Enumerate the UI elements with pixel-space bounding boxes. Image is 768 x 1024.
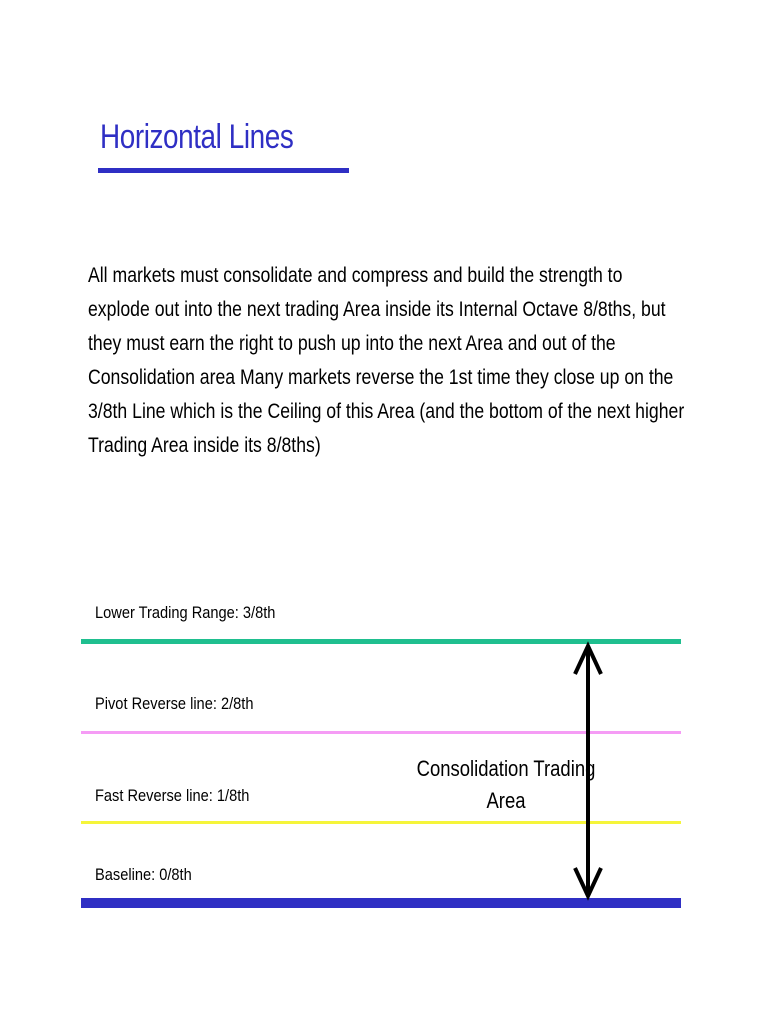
title-underline (98, 168, 349, 173)
line-label-fast-reverse: Fast Reverse line: 1/8th (95, 786, 250, 805)
body-paragraph: All markets must consolidate and compress and build the strength to explode out into the next trading Area inside its Internal Octave 8/8ths, but they must earn the right to push up into the next Area and out of the Consolidation area Many markets reverse the 1st time they close up on the 3/8th Line which is the Ceiling of this Area (and the bottom of the next higher Trading Area inside its 8/8ths) (88, 264, 685, 457)
consolidation-area-label: Consolidation Trading Area (416, 756, 596, 813)
line-label-baseline: Baseline: 0/8th (95, 865, 192, 884)
line-label-pivot-reverse: Pivot Reverse line: 2/8th (95, 694, 254, 713)
slide-title: Horizontal Lines (100, 118, 294, 156)
double-headed-vertical-arrow-icon (560, 636, 620, 906)
line-label-lower-trading-range: Lower Trading Range: 3/8th (95, 603, 276, 622)
